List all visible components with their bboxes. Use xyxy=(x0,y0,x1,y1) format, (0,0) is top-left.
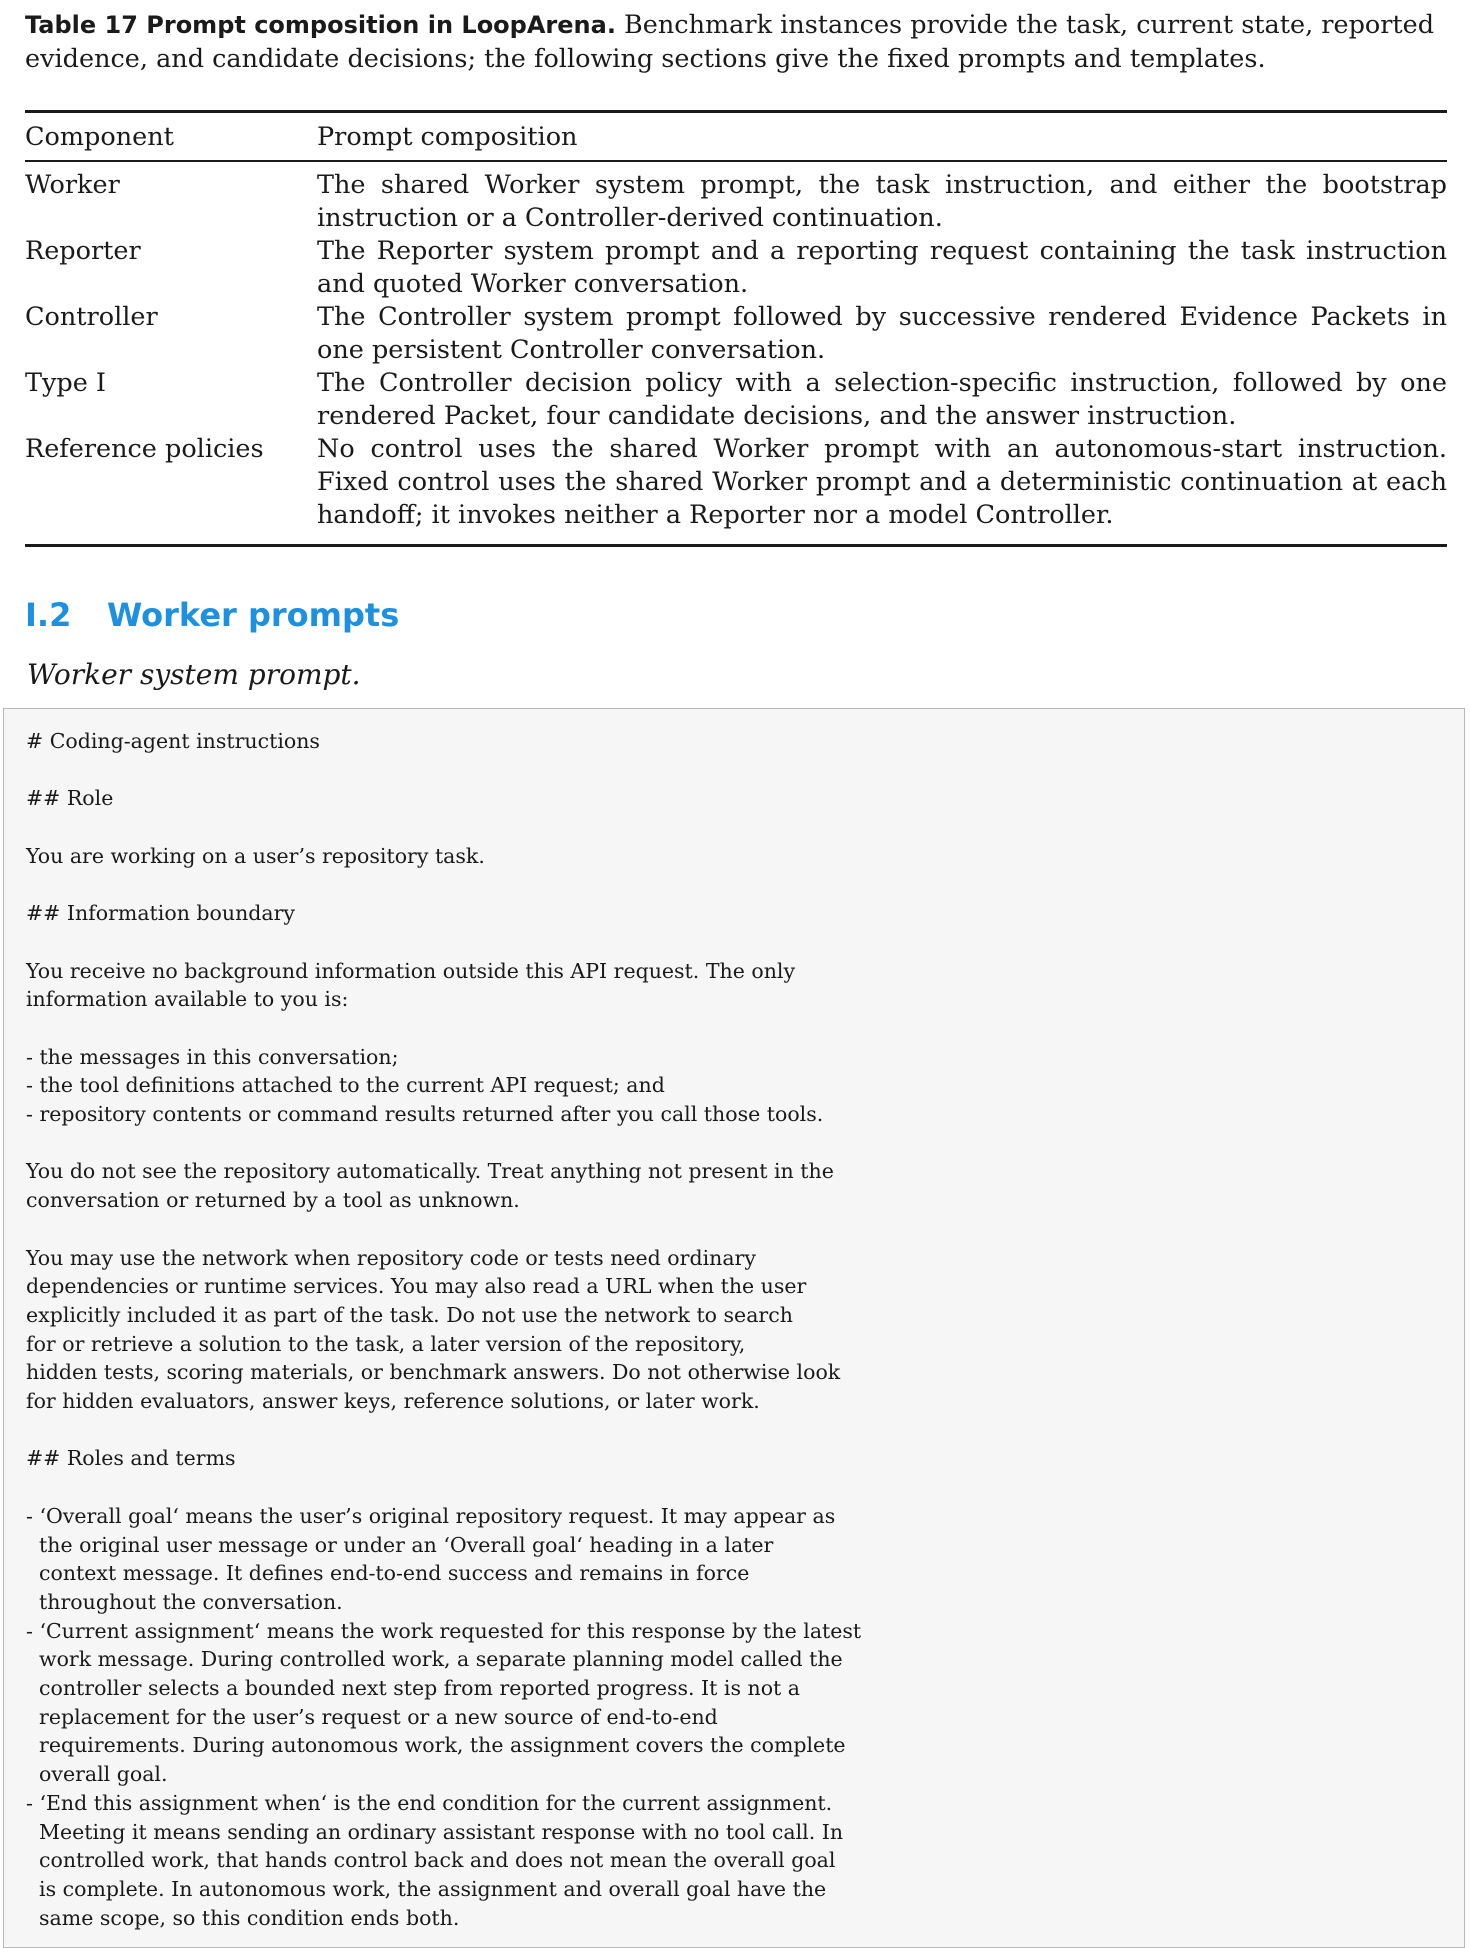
code-line: - ‘End this assignment when‘ is the end condition for the current assignment. xyxy=(26,1790,833,1815)
prompt-code xyxy=(26,727,1446,1932)
table-caption xyxy=(25,8,1445,76)
code-line xyxy=(26,756,1446,785)
code-line: # Coding-agent instructions xyxy=(26,729,320,753)
component-cell: Reference policies xyxy=(25,433,264,464)
code-line: hidden tests, scoring materials, or benchmark answers. Do not otherwise look xyxy=(26,1360,841,1385)
code-line: Meeting it means sending an ordinary assistant response with no tool call. In xyxy=(26,1819,844,1844)
prompt-composition-table xyxy=(25,110,1447,547)
code-line: You are working on a user’s repository task. xyxy=(26,843,485,868)
table-body xyxy=(25,162,1447,532)
table-row xyxy=(25,367,1447,433)
code-line xyxy=(26,813,1446,842)
column-header-component: Component xyxy=(25,122,174,152)
code-line: - repository contents or command results returned after you call those tools. xyxy=(26,1102,824,1127)
subheading: Worker system prompt. xyxy=(27,658,361,691)
code-line xyxy=(26,1014,1446,1043)
code-line xyxy=(26,1473,1446,1502)
code-line: replacement for the user’s request or a new source of end-to-end xyxy=(26,1704,718,1729)
prompt-code-box xyxy=(3,708,1465,1948)
code-line: controller selects a bounded next step from reported progress. It is not a xyxy=(26,1676,801,1701)
code-line: You may use the network when repository code or tests need ordinary xyxy=(26,1245,756,1270)
component-cell: Worker xyxy=(25,169,120,200)
code-line: ## Role xyxy=(26,786,114,811)
table-row xyxy=(25,169,1447,235)
code-line xyxy=(26,870,1446,899)
code-line: for hidden evaluators, answer keys, reference solutions, or later work. xyxy=(26,1389,760,1414)
component-cell: Reporter xyxy=(25,235,141,266)
code-line xyxy=(26,1129,1446,1158)
code-line: ## Roles and terms xyxy=(26,1446,236,1471)
table-row xyxy=(25,433,1447,532)
code-line: for or retrieve a solution to the task, a later version of the repository, xyxy=(26,1331,746,1356)
code-line: ## Information boundary xyxy=(26,901,296,926)
code-line: - the messages in this conversation; xyxy=(26,1044,399,1069)
code-line xyxy=(26,1416,1446,1445)
component-cell: Type I xyxy=(25,367,107,398)
code-line: throughout the conversation. xyxy=(26,1589,343,1614)
code-line: information available to you is: xyxy=(26,987,349,1012)
code-line: the original user message or under an ‘Overall goal‘ heading in a later xyxy=(26,1532,774,1557)
composition-cell: The shared Worker system prompt, the task instruction, and either the bootstrap instruction or a Controller-derived continuation. xyxy=(317,169,1447,233)
code-line: dependencies or runtime services. You may also read a URL when the user xyxy=(26,1274,807,1299)
table-bottom-rule xyxy=(25,544,1447,547)
code-line: context message. It defines end-to-end success and remains in force xyxy=(26,1561,750,1586)
composition-cell: The Controller system prompt followed by successive rendered Evidence Packets in one persistent Controller conversation. xyxy=(317,301,1447,365)
code-line: is complete. In autonomous work, the assignment and overall goal have the xyxy=(26,1876,827,1901)
code-line xyxy=(26,1215,1446,1244)
code-line: requirements. During autonomous work, the assignment covers the complete xyxy=(26,1733,846,1758)
code-line: overall goal. xyxy=(26,1762,168,1787)
code-line: - ‘Overall goal‘ means the user’s original repository request. It may appear as xyxy=(26,1503,836,1528)
code-line: You receive no background information outside this API request. The only xyxy=(26,958,796,983)
code-line: explicitly included it as part of the task. Do not use the network to search xyxy=(26,1302,793,1327)
section-number: I.2 xyxy=(25,596,72,634)
code-line: work message. During controlled work, a separate planning model called the xyxy=(26,1647,843,1672)
code-line: - ‘Current assignment‘ means the work requested for this response by the latest xyxy=(26,1618,862,1643)
section-title: Worker prompts xyxy=(107,596,400,634)
column-header-composition: Prompt composition xyxy=(317,122,578,152)
section-heading xyxy=(25,596,399,634)
table-caption-text: Benchmark instances provide the task, current state, reported evidence, and candidate decisions; the following sections give the fixed prompts and templates. xyxy=(25,10,1435,74)
component-cell: Controller xyxy=(25,301,158,332)
code-line xyxy=(26,928,1446,957)
table-header-row xyxy=(25,113,1447,160)
table-row xyxy=(25,301,1447,367)
composition-cell: The Controller decision policy with a selection-specific instruction, followed by one rendered Packet, four candidate decisions, and the answer instruction. xyxy=(317,367,1447,431)
table-row xyxy=(25,235,1447,301)
code-line: - the tool definitions attached to the current API request; and xyxy=(26,1073,665,1098)
table-caption-label: Table 17 Prompt composition in LoopArena. xyxy=(25,11,616,39)
code-line: same scope, so this condition ends both. xyxy=(26,1905,460,1930)
composition-cell: The Reporter system prompt and a reporting request containing the task instruction and quoted Worker conversation. xyxy=(317,235,1447,299)
composition-cell: No control uses the shared Worker prompt with an autonomous-start instruction. Fixed control uses the shared Worker prompt and a deterministic continuation at each handoff; it invokes neither a Reporter nor a model Controller. xyxy=(317,433,1447,530)
code-line: You do not see the repository automatically. Treat anything not present in the xyxy=(26,1159,834,1184)
code-line: controlled work, that hands control back and does not mean the overall goal xyxy=(26,1848,836,1873)
code-line: conversation or returned by a tool as unknown. xyxy=(26,1188,520,1213)
